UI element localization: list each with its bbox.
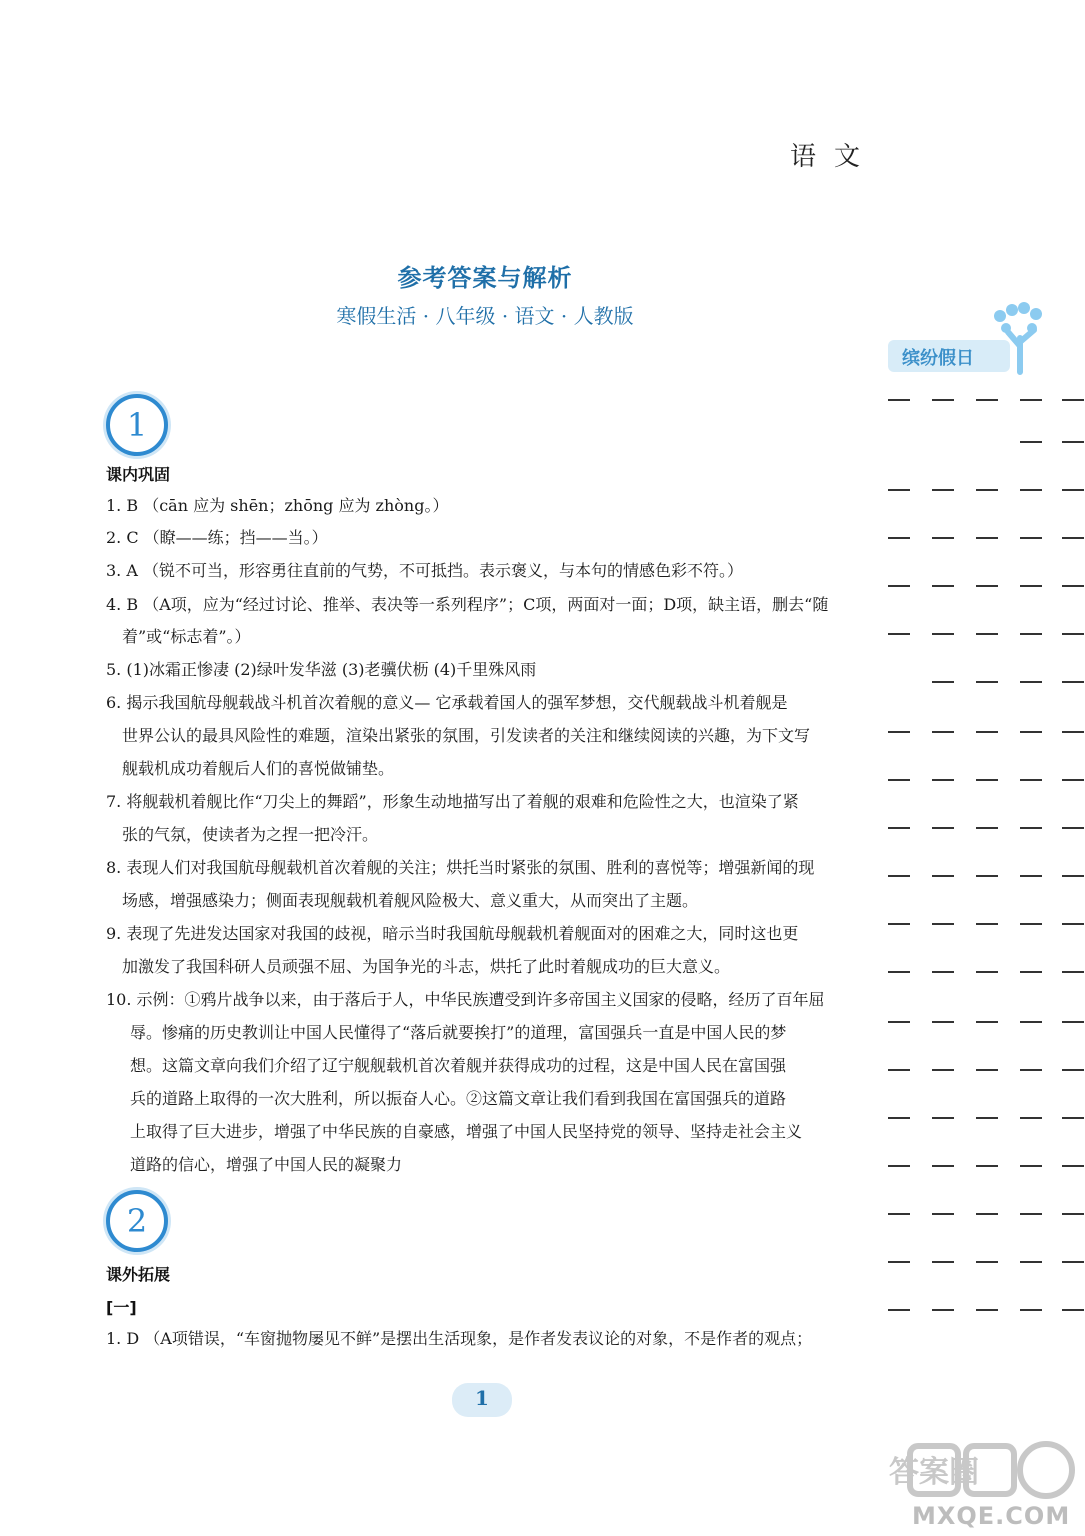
answer-line: 7. 将舰载机着舰比作“刀尖上的舞蹈”，形象生动地描写出了着舰的艰难和危险性之大，也渲染了紧 — [106, 792, 799, 811]
answer-line: 张的气氛，使读者为之捏一把冷汗。 — [122, 825, 379, 844]
watermark-char: 答案圈 — [889, 1455, 979, 1490]
answer-line: 兵的道路上取得的一次大胜利，所以振奋人心。②这篇文章让我们看到我国在富国强兵的道路 — [130, 1089, 787, 1108]
answer-line: 6. 揭示我国航母舰载战斗机首次着舰的意义— 它承载着国人的强军梦想，交代舰载战斗机着舰是 — [106, 693, 788, 712]
watermark-url: MXQE.COM — [912, 1502, 1071, 1530]
note-lines — [880, 390, 1085, 1320]
section-number-badge: 2 — [106, 1190, 168, 1252]
answer-line: 4. B （A项，应为“经过讨论、推举、表决等一系列程序”；C项，两面对一面；D项，缺主语，删去“随 — [106, 595, 829, 614]
answer-line: 1. D （A项错误，“车窗抛物屡见不鲜”是摆出生活现象，是作者发表议论的对象，不是作者的观点； — [106, 1329, 813, 1348]
page-number: 1 — [475, 1386, 489, 1410]
answer-line: 辱。惨痛的历史教训让中国人民懂得了“落后就要挨打”的道理，富国强兵一直是中国人民的梦 — [130, 1023, 787, 1042]
answer-line: 道路的信心，增强了中国人民的凝聚力 — [130, 1155, 403, 1174]
badge-label: 缤纷假日 — [902, 348, 974, 369]
section-heading: 课外拓展 — [106, 1265, 171, 1284]
badge — [888, 340, 1010, 372]
subject-label: 语文 — [790, 142, 879, 172]
page-title: 参考答案与解析 — [397, 263, 573, 292]
answer-line: 2. C （瞭——练；挡——当。） — [106, 528, 328, 547]
section-subheading: [一] — [106, 1298, 137, 1317]
answer-line: 想。这篇文章向我们介绍了辽宁舰舰载机首次着舰并获得成功的过程，这是中国人民在富国强 — [130, 1056, 787, 1075]
answer-line: 9. 表现了先进发达国家对我国的歧视，暗示当时我国航母舰载机着舰面对的困难之大，同时这也更 — [106, 924, 799, 943]
answer-line: 10. 示例：①鸦片战争以来，由于落后于人，中华民族遭受到许多帝国主义国家的侵略，经历了百年屈 — [106, 990, 825, 1009]
page-subtitle: 寒假生活 · 八年级 · 语文 · 人教版 — [336, 304, 634, 328]
answer-line: 场感，增强感染力；侧面表现舰载机着舰风险极大、意义重大，从而突出了主题。 — [122, 891, 699, 910]
section-heading: 课内巩固 — [106, 465, 171, 484]
answer-line: 3. A （锐不可当，形容勇往直前的气势，不可抵挡。表示褒义，与本句的情感色彩不符。） — [106, 561, 743, 580]
answer-line: 8. 表现人们对我国航母舰载机首次着舰的关注；烘托当时紧张的氛围、胜利的喜悦等；增强新闻的现 — [106, 858, 815, 877]
answer-line: 加激发了我国科研人员顽强不屈、为国争光的斗志，烘托了此时着舰成功的巨大意义。 — [122, 957, 731, 976]
section-number-badge: 1 — [106, 394, 168, 456]
answer-line: 1. B （cān 应为 shēn；zhōng 应为 zhòng。） — [106, 496, 449, 515]
answer-line: 着”或“标志着”。） — [122, 627, 251, 646]
answer-line: 上取得了巨大进步，增强了中华民族的自豪感，增强了中国人民坚持党的领导、坚持走社会主义 — [130, 1122, 803, 1141]
answer-line: 5. (1)冰霜正惨凄 (2)绿叶发华滋 (3)老骥伏枥 (4)千里殊风雨 — [106, 660, 537, 679]
answer-line: 世界公认的最具风险性的难题，渲染出紧张的氛围，引发读者的关注和继续阅读的兴趣，为下文写 — [122, 726, 811, 745]
answer-line: 舰载机成功着舰后人们的喜悦做铺垫。 — [122, 759, 395, 778]
